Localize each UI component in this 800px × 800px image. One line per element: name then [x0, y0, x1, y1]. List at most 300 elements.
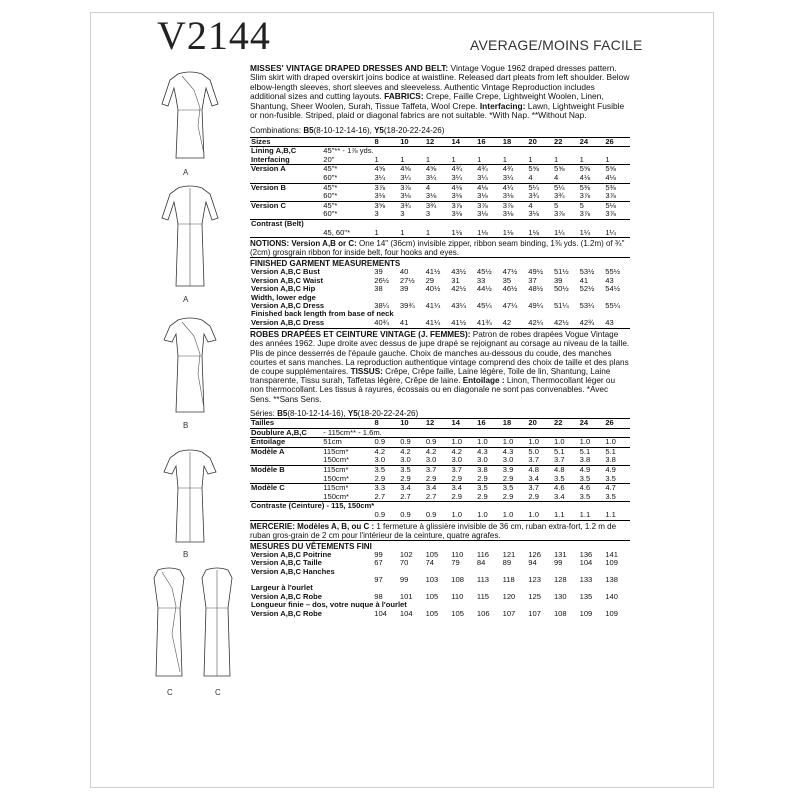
table-cell: 24	[579, 137, 605, 147]
table-cell: 3.5	[502, 484, 528, 493]
table-cell: 3⅛	[502, 209, 514, 219]
table-cell: 113	[476, 575, 490, 584]
table-cell: 3.0	[502, 455, 514, 465]
table-cell: 74	[425, 558, 435, 568]
table-cell: 2.9	[477, 473, 488, 483]
table-cell: 2.7	[374, 491, 386, 501]
table-cell: 2.9	[502, 473, 514, 483]
drawing-label: B	[183, 550, 189, 559]
table-cell: 3.0	[451, 455, 463, 465]
pattern-number: V2144	[157, 13, 271, 58]
table-cell: 53¼	[579, 301, 595, 310]
table-cell: 5.1	[604, 447, 630, 456]
table-cell: 1.0	[553, 438, 579, 448]
table-cell: 49½	[528, 267, 544, 277]
table-cell: 55½	[605, 267, 621, 277]
table-cell: 4⅝	[374, 165, 400, 174]
drawing-label: C	[215, 688, 221, 697]
table-cell: 4¾	[476, 165, 502, 174]
table-cell: 33	[476, 275, 486, 285]
table-cell: 41½	[451, 317, 467, 327]
table-cell: 1.0	[502, 438, 528, 448]
table-cell: 3.4	[450, 484, 476, 493]
table-cell: 109	[605, 608, 618, 618]
table-cell: 4.2	[450, 447, 476, 456]
table-cell: 2.9	[477, 491, 488, 501]
table-cell: 18	[502, 419, 528, 429]
finished-measurements-title: FINISHED GARMENT MEASUREMENTS	[250, 257, 630, 268]
table-cell: 99	[399, 575, 409, 584]
table-cell: 133	[579, 575, 593, 584]
table-cell: 3.7	[450, 466, 476, 475]
table-cell: 43½	[451, 267, 467, 277]
table-cell: 2.9	[451, 491, 463, 501]
drawing-a-back	[158, 182, 222, 292]
table-cell: Version A	[250, 165, 322, 174]
table-cell: 45"*	[322, 201, 373, 210]
table-cell: 1.0	[528, 509, 539, 519]
table-cell: 3.8	[605, 455, 616, 465]
table-cell: 110	[451, 549, 464, 559]
table-row	[250, 156, 630, 165]
table-cell: 3.4	[425, 484, 451, 493]
table-cell: 5⅝	[579, 165, 605, 174]
table-cell: 89	[502, 558, 512, 568]
table-cell: 42½	[553, 317, 569, 327]
table-cell: 1	[400, 154, 405, 164]
table-cell: 18	[502, 137, 528, 147]
table-cell: 2.9	[374, 473, 386, 483]
table-cell: 3⅞	[579, 209, 591, 219]
mesures-table	[250, 551, 630, 618]
table-cell: 47¼	[502, 301, 518, 310]
drawing-c-front	[146, 564, 192, 684]
table-cell: 1	[528, 154, 533, 164]
table-cell: 0.9	[425, 509, 437, 519]
table-cell: 51½	[553, 267, 569, 277]
drawing-a-front	[158, 68, 222, 164]
table-cell: 4	[554, 173, 559, 183]
table-cell: 1⅛	[477, 227, 488, 237]
table-cell: 3⅛	[502, 191, 514, 201]
table-cell: 50½	[553, 284, 569, 294]
table-cell: 1⅛	[451, 227, 463, 237]
table-cell: 3.3	[374, 484, 400, 493]
table-cell: 4⅛	[450, 183, 476, 192]
table-cell: 3⅛	[425, 191, 437, 201]
table-cell: Interfacing	[251, 154, 290, 164]
table-cell: 41½	[425, 267, 441, 277]
table-cell: 108	[553, 608, 567, 618]
table-cell: 3⅛	[451, 209, 463, 219]
table-cell: 4.7	[604, 484, 630, 493]
drawing-b-back	[158, 446, 222, 546]
table-cell: 3¼	[451, 173, 463, 183]
table-cell: 45, 60"*	[323, 227, 351, 237]
table-cell: Modèle A	[250, 447, 322, 456]
table-row	[250, 201, 630, 210]
table-cell: 54½	[605, 284, 621, 294]
table-cell: 3¼	[477, 173, 488, 183]
table-cell: 1.0	[451, 509, 463, 519]
table-cell: 0.9	[374, 438, 400, 448]
table-cell: Longueur finie – dos, votre nuque à l'ourlet	[251, 600, 407, 610]
table-cell: Tailles	[250, 419, 322, 429]
table-cell: 3¾	[528, 191, 539, 201]
finished-measurements-table	[250, 268, 630, 327]
table-cell: 27½	[399, 275, 415, 285]
table-cell: 3.7	[554, 455, 565, 465]
table-cell: 4¾	[502, 165, 528, 174]
table-row	[250, 319, 630, 327]
table-cell: 1	[425, 227, 431, 237]
table-cell: 46½	[502, 284, 518, 294]
table-cell: 79	[451, 558, 460, 568]
table-cell: 2.9	[502, 491, 514, 501]
table-cell: 4⅛	[579, 173, 591, 183]
drawing-c-back	[194, 564, 240, 684]
table-cell: 3⅛	[477, 209, 488, 219]
table-cell: 115cm*	[322, 484, 373, 493]
mesures-title: MESURES DU VÊTEMENTS FINI	[250, 540, 630, 551]
table-cell: 3.5	[476, 484, 502, 493]
table-cell: 8	[374, 137, 400, 147]
table-cell: 5⅝	[604, 165, 630, 174]
table-cell: 5⅛	[604, 201, 630, 210]
table-cell: 4	[528, 173, 533, 183]
table-cell: 3.4	[399, 484, 425, 493]
table-cell: Version A,B,C Poitrine	[251, 549, 332, 559]
table-cell: 37	[528, 275, 537, 285]
table-cell: Version A,B,C Robe	[251, 608, 323, 618]
table-cell: 22	[553, 419, 579, 429]
table-cell: 105	[425, 549, 439, 559]
table-cell: 109	[605, 558, 618, 568]
table-cell: 55¼	[605, 301, 621, 310]
table-cell: 20	[527, 137, 553, 147]
table-cell: 3	[400, 209, 405, 219]
table-cell: 126	[528, 549, 541, 559]
table-cell: 3⅛	[400, 191, 411, 201]
table-cell: 3.8	[476, 466, 502, 475]
table-cell: Finished back length from base of neck	[251, 309, 394, 319]
table-cell: 5	[553, 201, 579, 210]
table-cell: 1.0	[604, 438, 630, 448]
technical-drawings	[150, 64, 246, 784]
table-row	[250, 219, 630, 228]
table-cell: 51¼	[553, 301, 569, 310]
table-cell: 41	[399, 317, 409, 327]
table-cell: 3⅛	[477, 191, 488, 201]
table-cell: 22	[553, 137, 579, 147]
combinations: Combinations: B5(8-10-12-14-16), Y5(18-20-22-24-26)	[250, 126, 445, 136]
table-cell: Entoilage	[250, 438, 322, 448]
table-cell: 3.5	[605, 473, 616, 483]
table-cell: Version A,B,C Taille	[251, 558, 322, 568]
table-cell: 1	[579, 154, 584, 164]
table-cell	[322, 419, 373, 429]
table-cell: 3¼	[374, 173, 386, 183]
table-cell: 5⅜	[604, 183, 630, 192]
table-cell: 24	[579, 419, 605, 429]
table-cell: Modèle B	[250, 466, 322, 475]
table-row	[250, 475, 630, 484]
table-cell: 3.5	[579, 491, 591, 501]
table-row	[250, 447, 630, 456]
table-cell: 14	[450, 137, 476, 147]
table-cell: Version C	[250, 201, 322, 210]
table-cell: 5⅝	[527, 165, 553, 174]
table-cell	[250, 229, 322, 238]
table-cell: 115cm*	[322, 447, 373, 456]
table-cell: 44½	[476, 284, 492, 294]
table-cell: 98	[374, 591, 383, 601]
table-cell: 4.2	[425, 447, 451, 456]
table-cell: 3⅝	[374, 201, 400, 210]
table-cell: 4.3	[476, 447, 502, 456]
table-cell: 4.6	[579, 484, 605, 493]
table-cell: 1	[554, 154, 559, 164]
table-cell: 43	[605, 275, 614, 285]
table-row	[250, 165, 630, 174]
table-cell: 29	[425, 275, 435, 285]
table-cell: 20	[527, 419, 553, 429]
table-cell: 4⅝	[399, 165, 425, 174]
table-cell: 121	[502, 549, 516, 559]
table-cell: 105	[451, 608, 464, 618]
table-cell: 40	[399, 267, 409, 277]
table-cell: 115	[476, 591, 490, 601]
table-row	[250, 484, 630, 493]
table-cell: 3¼	[400, 173, 411, 183]
table-cell: 140	[605, 591, 618, 601]
table-cell: 10	[399, 137, 425, 147]
table-cell: 1⅛	[528, 227, 539, 237]
table-cell: 104	[374, 608, 387, 618]
mercerie: MERCERIE: Modèles A, B, ou C : 1 fermeture à glissière invisible de 36 cm, ruban extra-fort, 1.2 m de ruban gros-grain de 2 cm pour l'intérieur de la ceinture, quatre agrafes.	[250, 520, 630, 540]
table-cell: 1¼	[605, 227, 616, 237]
table-cell: 1	[374, 154, 379, 164]
table-cell: 67	[374, 558, 383, 568]
table-cell: 105	[425, 608, 439, 618]
table-cell: 103	[425, 575, 439, 584]
table-cell: 52½	[579, 284, 595, 294]
table-cell: 38	[374, 284, 383, 294]
table-cell: 14	[450, 419, 476, 429]
table-cell: 125	[528, 591, 541, 601]
table-cell: 4.9	[579, 466, 605, 475]
table-cell: 3.4	[528, 473, 539, 483]
table-cell: 1.1	[579, 509, 591, 519]
table-cell: 116	[476, 549, 490, 559]
table-cell: 8	[374, 419, 400, 429]
table-cell: - 115cm** - 1.6m.	[323, 427, 382, 437]
table-cell	[322, 511, 373, 520]
table-row	[250, 568, 630, 576]
table-cell: 102	[399, 549, 413, 559]
yardage-table	[250, 137, 630, 238]
table-cell: 108	[451, 575, 464, 584]
table-cell: 130	[553, 591, 567, 601]
table-cell: 48½	[528, 284, 544, 294]
table-cell: 104	[399, 608, 413, 618]
table-cell: 4¾	[450, 165, 476, 174]
table-cell: 31	[451, 275, 460, 285]
table-cell: 45¼	[476, 301, 492, 310]
table-cell: 4.2	[399, 447, 425, 456]
table-cell: 2.9	[451, 473, 463, 483]
table-cell: Version A,B,C Dress	[251, 301, 325, 310]
drawing-label: A	[183, 295, 189, 304]
table-cell: 99	[374, 549, 383, 559]
table-cell: 3⅛	[374, 191, 386, 201]
table-cell: Width, lower edge	[251, 292, 316, 302]
table-cell: Contraste (Ceinture) - 115, 150cm*	[250, 502, 630, 511]
table-cell: Version A,B,C Dress	[251, 317, 325, 327]
table-cell: 3⅞	[554, 209, 565, 219]
table-cell: 1.1	[605, 509, 616, 519]
table-cell: 107	[502, 608, 516, 618]
table-cell: 4¼	[502, 183, 528, 192]
table-cell: 3⅞	[476, 201, 502, 210]
table-cell: 150cm*	[323, 491, 350, 501]
table-cell: Version A,B,C Hip	[251, 284, 316, 294]
table-row	[250, 137, 630, 147]
table-cell: 97	[374, 575, 383, 584]
table-cell: 3.0	[374, 455, 386, 465]
table-cell: 107	[528, 608, 541, 618]
table-cell	[250, 174, 322, 183]
table-cell: 40½	[425, 284, 441, 294]
table-cell: 131	[553, 549, 567, 559]
table-cell: 1	[374, 227, 379, 237]
table-row	[250, 502, 630, 511]
table-cell: 0.9	[400, 509, 411, 519]
table-cell: 1.1	[554, 509, 565, 519]
table-cell: 43	[605, 317, 614, 327]
table-cell: 3⅞	[502, 201, 528, 210]
table-cell: 3¾	[399, 201, 425, 210]
table-cell: 10	[399, 419, 425, 429]
table-cell: 4	[425, 183, 451, 192]
table-cell: 4	[527, 201, 553, 210]
table-cell: Largeur à l'ourlet	[251, 583, 313, 593]
table-cell: 135	[579, 591, 593, 601]
table-cell: 49¼	[528, 301, 544, 310]
table-cell: 5.0	[527, 447, 553, 456]
description-title: MISSES' VINTAGE DRAPED DRESSES AND BELT:	[250, 63, 449, 73]
table-cell: 1.0	[527, 438, 553, 448]
table-cell: 42¾	[579, 317, 595, 327]
table-cell: 3⅞	[399, 183, 425, 192]
table-cell: 1.0	[477, 509, 488, 519]
table-row	[250, 428, 630, 438]
table-cell: 3¾	[554, 191, 565, 201]
table-cell: Version A,B,C Robe	[251, 591, 323, 601]
table-cell: 110	[451, 591, 464, 601]
table-cell: 60"*	[323, 173, 338, 183]
table-cell: Modèle C	[250, 484, 322, 493]
table-cell: 26½	[374, 275, 390, 285]
table-cell: 3.7	[528, 455, 539, 465]
table-cell: Version A,B,C Bust	[251, 267, 320, 277]
table-row	[250, 456, 630, 465]
table-cell: 3.9	[502, 466, 528, 475]
table-cell: 41¼	[425, 301, 441, 310]
table-row	[250, 466, 630, 475]
drawing-label: C	[167, 688, 173, 697]
table-cell: Sizes	[250, 137, 322, 147]
table-cell: 3.0	[477, 455, 488, 465]
table-cell: 104	[579, 558, 593, 568]
table-cell: 0.9	[425, 438, 451, 448]
table-cell: 123	[528, 575, 541, 584]
table-cell: 115cm*	[322, 466, 373, 475]
table-cell: Contrast (Belt)	[250, 219, 630, 228]
table-cell: 16	[476, 419, 502, 429]
table-cell: 1	[425, 154, 431, 164]
table-cell: 3⅞	[374, 183, 400, 192]
table-cell: 3.0	[425, 455, 437, 465]
table-cell: 5.1	[553, 447, 579, 456]
table-cell	[250, 511, 322, 520]
french-description: ROBES DRAPÉES ET CEINTURE VINTAGE (J. FEMMES): Patron de robes drapées Vogue Vintage des années 1962. Jupe droite avec dessus de jupe drapé se rejoignant au corsage au niveau de la taille. Plis de pince desserrés de l'épaule gauche. Choix de manches au-dessous du coude, des manches courtes et sans manches. La reproduction authentique vintage comprend des choix de taille et des plans de coupe supplémentaires. TISSUS: Crêpe, Crêpe faille, Laine légère, Toile de lin, Shantung, Laine transparente, Tissu surah, Taffetas légère, Crêpe de laine. Entoilage : Linon, Thermocollant léger ou non thermocollant. Les tissus à rayures, écossais ou en diagonale ne sont pas convenables. *Avec Sens. **Sans Sens.	[250, 330, 630, 404]
table-cell: 35	[502, 275, 512, 285]
pattern-info	[250, 64, 630, 618]
table-cell: 4.8	[553, 466, 579, 475]
table-cell: 5.1	[579, 447, 605, 456]
table-cell: 41	[579, 275, 589, 285]
table-cell: 109	[579, 608, 593, 618]
table-cell: 39	[399, 284, 409, 294]
table-cell: 128	[553, 575, 567, 584]
table-cell: 120	[502, 591, 516, 601]
table-cell: 1⅛	[502, 227, 514, 237]
table-cell: 5¼	[553, 183, 579, 192]
table-cell: 3.5	[399, 466, 425, 475]
table-cell: 4.2	[374, 447, 400, 456]
table-row	[250, 511, 630, 520]
difficulty-level: AVERAGE/MOINS FACILE	[470, 37, 643, 53]
table-cell: 0.9	[399, 438, 425, 448]
table-cell	[250, 192, 322, 201]
table-cell: 43¼	[451, 301, 467, 310]
table-cell: 150cm*	[323, 473, 350, 483]
table-cell: 3.8	[579, 455, 591, 465]
table-cell: 39	[374, 267, 383, 277]
table-row	[250, 192, 630, 201]
table-cell: 3.7	[527, 484, 553, 493]
table-cell: 105	[425, 591, 439, 601]
table-cell: 12	[425, 419, 451, 429]
table-row	[250, 610, 630, 618]
table-cell: 60"*	[323, 209, 338, 219]
table-cell: 138	[605, 575, 618, 584]
table-cell: 99	[553, 558, 563, 568]
table-cell: 39¾	[399, 301, 415, 310]
table-cell: 20"	[323, 154, 335, 164]
notions: NOTIONS: Version A,B or C: One 14" (36cm) invisible zipper, ribbon seam binding, 1⅜ yds. (1.2m) of ¾" (2cm) grosgrain ribbon for inside belt, four hooks and eyes.	[250, 237, 630, 257]
table-cell: 1.0	[502, 509, 514, 519]
table-cell: 0.9	[374, 509, 386, 519]
table-cell: 4.3	[502, 447, 528, 456]
table-cell: 45½	[476, 267, 492, 277]
english-description: MISSES' VINTAGE DRAPED DRESSES AND BELT: Vintage Vogue 1962 draped dresses pattern. Slim skirt with draped overskirt joins bodice at waistline. Released dart pleats from left shoulder. Below elbow-length sleeves, short sleeves and sleeveless. Authentic Vintage Reproduction includes additional sizes and cutting layouts. FABRICS: Crepe, Faille Crepe, Lightweight Woolen, Linen, Shantung, Sheer Woolen, Surah, Tissue Taffeta, Wool Crepe. Interfacing: Lawn, Lightweight Fusible or non-fusible. Striped, plaid or diagonal fabrics are not suitable. *With Nap. **Without Nap.	[250, 63, 630, 121]
table-cell: 41¼	[425, 317, 441, 327]
table-row	[250, 229, 630, 238]
table-cell: 3¾	[425, 201, 451, 210]
table-cell: 1¼	[554, 227, 565, 237]
